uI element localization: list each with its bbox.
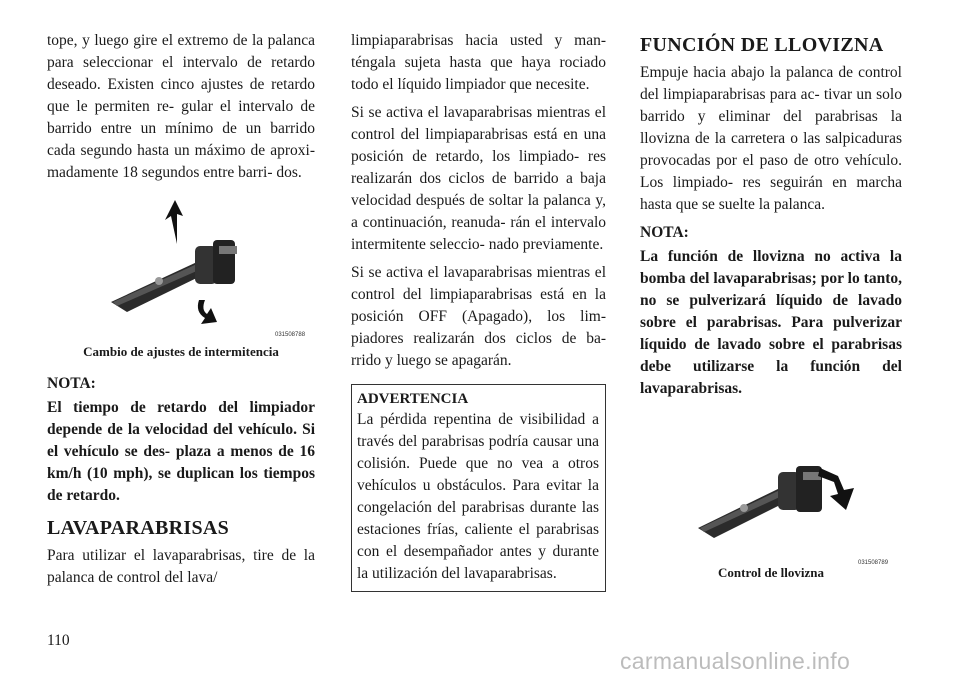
left-column <box>47 30 315 595</box>
section-heading: FUNCIÓN DE LLOVIZNA <box>640 34 884 56</box>
paragraph: Si se activa el lavaparabrisas mientras el control del limpiaparabrisas está en una posición de retardo, los limpiado- res realizarán dos ciclos de barrido a baja velocidad después de soltar la palanca y, a continuación, reanuda- rán el intervalo intermitente seleccio- nado previamente. <box>351 104 606 253</box>
figure-code: 031508789 <box>858 560 889 566</box>
paragraph: Para utilizar el lavaparabrisas, tire de la palanca de control del lava/ <box>47 547 315 586</box>
middle-column <box>351 30 606 592</box>
figure-caption: Control de llovizna <box>718 565 824 580</box>
paragraph: Si se activa el lavaparabrisas mientras el control del limpiaparabrisas está en la posición OFF (Apagado), los lim- piadores realizarán dos ciclos de ba- rrido y luego se apagarán. <box>351 264 606 369</box>
right-column <box>640 30 902 582</box>
paragraph: limpiaparabrisas hacia usted y man- téngala sujeta hasta que haya rociado todo el líquido limpiador que necesite. <box>351 32 606 93</box>
section-heading: LAVAPARABRISAS <box>47 517 230 539</box>
wiper-lever-illustration <box>640 410 902 560</box>
note-label: NOTA: <box>47 375 96 392</box>
figure-intermittent-adjust <box>47 192 315 339</box>
paragraph: Empuje hacia abajo la palanca de control del limpiaparabrisas para ac- tivar un solo barrido y eliminar del parabrisas la llovizna de la carretera o las salpicaduras provocadas por el paso de otro vehículo. Los limpiado- res seguirán en marcha hasta que se suelte la palanca. <box>640 64 902 213</box>
warning-box <box>351 384 606 592</box>
note-text: El tiempo de retardo del limpiador depende de la velocidad del vehículo. Si el vehículo se des- plaza a menos de 16 km/h (10 mph), se duplican los tiempos de retardo. <box>47 399 315 504</box>
warning-title: ADVERTENCIA <box>357 391 469 407</box>
figure-code: 031508788 <box>275 332 306 338</box>
figure-mist-control <box>640 410 902 566</box>
paragraph: tope, y luego gire el extremo de la palanca para seleccionar el intervalo de retardo deseado. Existen cinco ajustes de retardo que le permiten re- gular el intervalo de barrido entre un mínimo de un barrido cada segundo hasta un máximo de aproxi- madamente 18 segundos entre barri- dos. <box>47 32 315 181</box>
watermark: carmanualsonline.info <box>620 648 851 674</box>
warning-text: La pérdida repentina de visibilidad a través del parabrisas podría causar una colisión. Puede que no vea a otros vehículos u obstáculos. Para evitar la congelación del parabrisas durante las estaciones frías, caliente el parabrisas con el desempañador antes y durante la utilización del lavaparabrisas. <box>357 411 599 582</box>
page-number: 110 <box>47 632 70 649</box>
note-text: La función de llovizna no activa la bomba del lavaparabrisas; por lo tanto, no se pulverizará líquido de lavado sobre el parabrisas. Para pulverizar líquido de lavado sobre el parabrisas debe utilizarse la función del lavaparabrisas. <box>640 248 902 397</box>
wiper-lever-illustration <box>47 192 315 339</box>
figure-caption: Cambio de ajustes de intermitencia <box>83 344 279 359</box>
note-label: NOTA: <box>640 224 689 241</box>
